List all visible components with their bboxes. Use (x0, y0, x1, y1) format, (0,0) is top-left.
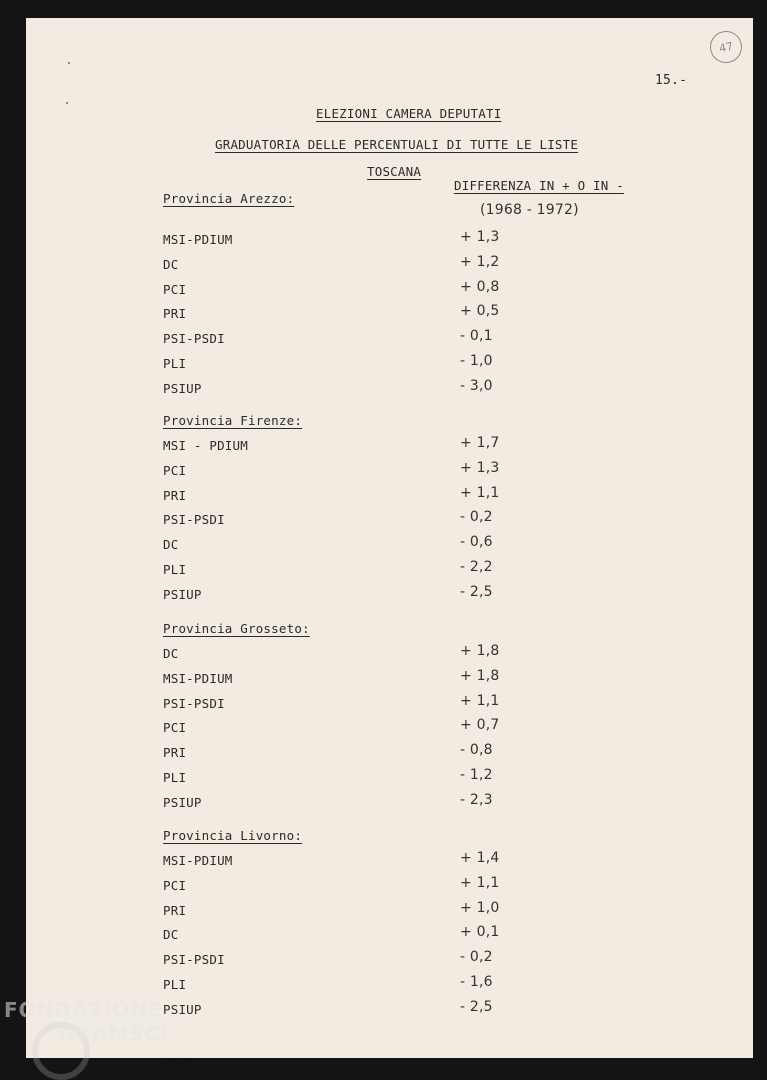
difference-value: + 0,8 (460, 278, 500, 295)
party-name: PCI (163, 281, 187, 297)
party-name: PRI (163, 306, 187, 322)
party-name: PSIUP (163, 1001, 202, 1017)
difference-value: - 0,8 (460, 742, 493, 759)
difference-value: - 2,5 (460, 998, 493, 1015)
difference-value: + 1,1 (460, 692, 500, 709)
column-header-years: (1968 - 1972) (480, 202, 579, 218)
difference-value: - 1,6 (460, 974, 493, 990)
party-name: DC (163, 646, 179, 661)
party-name: PRI (163, 745, 187, 761)
difference-value: + 1,3 (460, 229, 500, 245)
party-name: PLI (163, 977, 187, 992)
party-name: MSI-PDIUM (163, 853, 233, 868)
archive-stamp: 47 (707, 28, 745, 66)
difference-value: + 0,7 (460, 717, 500, 734)
party-name: MSI - PDIUM (163, 438, 248, 453)
difference-value: + 1,8 (460, 667, 500, 684)
party-name: PCI (163, 877, 187, 893)
difference-value: + 1,8 (460, 643, 500, 659)
province-heading: Provincia Firenze: (163, 413, 303, 428)
watermark-line2: GRAMSCI (58, 1022, 169, 1046)
party-name: PSI-PSDI (163, 331, 225, 347)
party-name: PSIUP (163, 380, 202, 396)
difference-value: + 1,0 (460, 899, 500, 916)
paper-speck (66, 102, 68, 104)
party-name: PLI (163, 356, 187, 371)
watermark-line3: onlus (158, 1050, 190, 1061)
difference-value: - 1,0 (460, 353, 493, 369)
watermark-line1: FONDAZIONE (4, 998, 163, 1022)
difference-value: - 0,2 (460, 509, 493, 526)
difference-value: - 0,6 (460, 534, 493, 551)
difference-value: + 1,3 (460, 459, 500, 476)
party-name: PLI (163, 770, 187, 785)
party-name: PLI (163, 562, 187, 577)
region-label: TOSCANA (367, 164, 422, 179)
document-title: ELEZIONI CAMERA DEPUTATI (316, 106, 502, 121)
party-name: DC (163, 537, 179, 553)
difference-value: - 2,5 (460, 583, 493, 600)
difference-value: + 1,4 (460, 850, 500, 866)
difference-value: + 1,7 (460, 435, 500, 451)
party-name: MSI-PDIUM (163, 670, 233, 686)
difference-value: - 0,1 (460, 328, 493, 345)
paper-speck (68, 62, 70, 64)
difference-value: - 0,2 (460, 949, 493, 966)
difference-value: + 1,1 (460, 874, 500, 891)
party-name: DC (163, 927, 179, 943)
party-name: PSI-PSDI (163, 512, 225, 528)
party-name: PRI (163, 487, 187, 503)
difference-value: + 0,5 (460, 303, 500, 320)
party-name: PSIUP (163, 794, 202, 810)
party-name: DC (163, 256, 179, 272)
difference-value: - 3,0 (460, 377, 493, 394)
party-name: PSI-PSDI (163, 952, 225, 968)
party-name: PRI (163, 902, 187, 918)
party-name: PCI (163, 720, 187, 736)
difference-value: - 2,2 (460, 559, 493, 575)
difference-value: + 0,1 (460, 924, 500, 941)
page-number: 15.- (655, 73, 688, 88)
province-heading: Provincia Grosseto: (163, 621, 310, 636)
province-heading: Provincia Arezzo: (163, 191, 295, 206)
difference-value: - 1,2 (460, 767, 493, 783)
party-name: PSI-PSDI (163, 695, 225, 711)
party-name: PCI (163, 462, 187, 478)
party-name: MSI-PDIUM (163, 232, 233, 247)
difference-value: - 2,3 (460, 791, 493, 808)
difference-value: + 1,1 (460, 484, 500, 501)
province-heading: Provincia Livorno: (163, 828, 303, 843)
party-name: PSIUP (163, 586, 202, 602)
column-header: DIFFERENZA IN + O IN - (454, 178, 624, 193)
difference-value: + 1,2 (460, 253, 500, 270)
document-subtitle: GRADUATORIA DELLE PERCENTUALI DI TUTTE LE LISTE (215, 137, 579, 152)
